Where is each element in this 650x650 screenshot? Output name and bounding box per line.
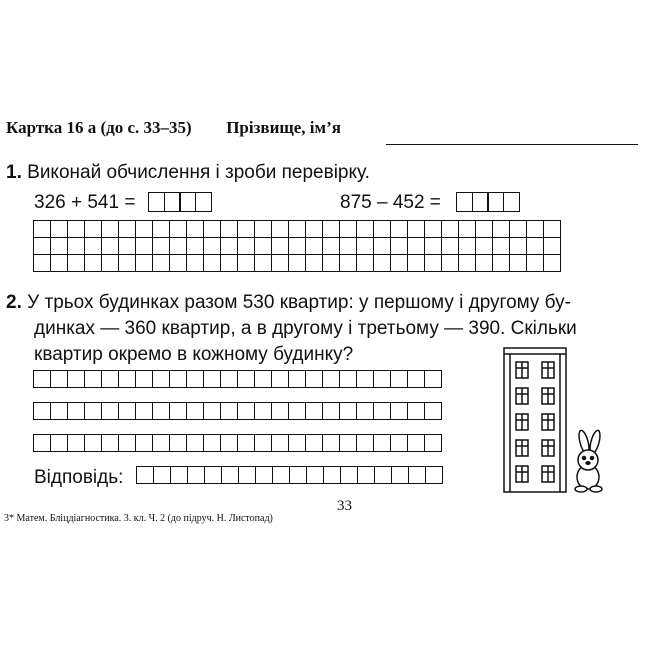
grid-cell[interactable] xyxy=(153,238,170,255)
grid-cell[interactable] xyxy=(425,435,442,452)
grid-cell[interactable] xyxy=(527,221,544,238)
building-icon xyxy=(504,348,566,492)
grid-cell[interactable] xyxy=(442,238,459,255)
answer-cells-1[interactable] xyxy=(148,192,210,212)
grid-cell[interactable] xyxy=(476,221,493,238)
task1-expression-2 xyxy=(340,192,441,214)
task2-text xyxy=(6,290,577,368)
grid-cell[interactable] xyxy=(119,221,136,238)
grid-cell[interactable] xyxy=(408,238,425,255)
grid-cell[interactable] xyxy=(493,255,510,272)
grid-cell[interactable] xyxy=(34,221,51,238)
grid-cell[interactable] xyxy=(136,221,153,238)
grid-cell[interactable] xyxy=(187,221,204,238)
grid-cell[interactable] xyxy=(357,371,374,388)
grid-cell[interactable] xyxy=(119,435,136,452)
grid-cell[interactable] xyxy=(476,238,493,255)
grid-cell[interactable] xyxy=(510,255,527,272)
grid-cell[interactable] xyxy=(102,371,119,388)
grid-cell[interactable] xyxy=(154,467,171,484)
grid-cell[interactable] xyxy=(68,221,85,238)
grid-cell[interactable] xyxy=(392,467,409,484)
grid-cell[interactable] xyxy=(153,221,170,238)
grid-cell[interactable] xyxy=(153,435,170,452)
work-grid-row-3[interactable] xyxy=(33,434,442,452)
grid-cell[interactable] xyxy=(408,221,425,238)
grid-cell[interactable] xyxy=(527,255,544,272)
grid-cell[interactable] xyxy=(544,238,561,255)
grid-cell[interactable] xyxy=(153,371,170,388)
grid-cell[interactable] xyxy=(307,467,324,484)
grid-cell[interactable] xyxy=(238,255,255,272)
grid-cell[interactable] xyxy=(170,255,187,272)
grid-cell[interactable] xyxy=(442,221,459,238)
grid-cell[interactable] xyxy=(170,221,187,238)
grid-cell[interactable] xyxy=(357,435,374,452)
grid-cell[interactable] xyxy=(221,255,238,272)
grid-cell[interactable] xyxy=(425,255,442,272)
grid-cell[interactable] xyxy=(272,403,289,420)
grid-cell[interactable] xyxy=(85,221,102,238)
grid-cell[interactable] xyxy=(51,435,68,452)
grid-cell[interactable] xyxy=(290,467,307,484)
grid-cell[interactable] xyxy=(136,371,153,388)
grid-cell[interactable] xyxy=(306,255,323,272)
grid-cell[interactable] xyxy=(391,238,408,255)
grid-cell[interactable] xyxy=(323,371,340,388)
grid-cell[interactable] xyxy=(85,371,102,388)
grid-cell[interactable] xyxy=(527,238,544,255)
grid-cell[interactable] xyxy=(255,371,272,388)
grid-cell[interactable] xyxy=(222,467,239,484)
grid-cell[interactable] xyxy=(340,435,357,452)
name-label: Прізвище, ім’я xyxy=(226,118,341,137)
grid-cell[interactable] xyxy=(357,238,374,255)
grid-cell[interactable] xyxy=(510,238,527,255)
grid-cell[interactable] xyxy=(204,435,221,452)
grid-cell[interactable] xyxy=(136,238,153,255)
grid-cell[interactable] xyxy=(323,221,340,238)
grid-cell[interactable] xyxy=(459,221,476,238)
grid-cell[interactable] xyxy=(391,371,408,388)
grid-cell[interactable] xyxy=(239,467,256,484)
grid-cell[interactable] xyxy=(408,255,425,272)
grid-cell[interactable] xyxy=(205,467,222,484)
grid-cell[interactable] xyxy=(34,371,51,388)
grid-cell[interactable] xyxy=(272,371,289,388)
grid-cell[interactable] xyxy=(187,255,204,272)
grid-cell[interactable] xyxy=(323,238,340,255)
task1-expression-1 xyxy=(34,192,135,214)
grid-cell[interactable] xyxy=(85,435,102,452)
answer-cell[interactable] xyxy=(195,192,212,212)
grid-cell[interactable] xyxy=(204,255,221,272)
grid-cell[interactable] xyxy=(187,435,204,452)
grid-cell[interactable] xyxy=(289,221,306,238)
grid-cell[interactable] xyxy=(51,221,68,238)
grid-cell[interactable] xyxy=(255,221,272,238)
grid-cell[interactable] xyxy=(255,403,272,420)
expression-1-text: 326 + 541 = xyxy=(34,192,136,213)
work-grid-row-2[interactable] xyxy=(33,402,442,420)
grid-cell[interactable] xyxy=(374,371,391,388)
grid-cell[interactable] xyxy=(51,255,68,272)
grid-cell[interactable] xyxy=(358,467,375,484)
card-title: Картка 16 а (до с. 33–35) xyxy=(6,118,192,137)
grid-cell[interactable] xyxy=(289,403,306,420)
grid-cell[interactable] xyxy=(323,255,340,272)
grid-cell[interactable] xyxy=(324,467,341,484)
grid-cell[interactable] xyxy=(221,371,238,388)
illustration xyxy=(496,342,612,498)
grid-cell[interactable] xyxy=(426,467,443,484)
grid-cell[interactable] xyxy=(357,255,374,272)
grid-cell[interactable] xyxy=(289,435,306,452)
grid-cell[interactable] xyxy=(136,435,153,452)
grid-cell[interactable] xyxy=(272,238,289,255)
answer-cell[interactable] xyxy=(148,192,165,212)
grid-cell[interactable] xyxy=(289,238,306,255)
grid-cell[interactable] xyxy=(34,255,51,272)
grid-cell[interactable] xyxy=(476,255,493,272)
grid-cell[interactable] xyxy=(68,403,85,420)
grid-cell[interactable] xyxy=(408,403,425,420)
work-grid-row-1[interactable] xyxy=(33,370,442,388)
grid-cell[interactable] xyxy=(221,403,238,420)
grid-cell[interactable] xyxy=(391,221,408,238)
grid-cell[interactable] xyxy=(119,403,136,420)
grid-cell[interactable] xyxy=(340,238,357,255)
grid-cell[interactable] xyxy=(136,403,153,420)
grid-cell[interactable] xyxy=(544,255,561,272)
grid-cell[interactable] xyxy=(85,255,102,272)
task2-line-1: У трьох будинках разом 530 квартир: у першому і другому бу- xyxy=(27,292,571,313)
grid-cell[interactable] xyxy=(425,238,442,255)
grid-cell[interactable] xyxy=(204,238,221,255)
rabbit-icon xyxy=(575,429,602,492)
grid-cell[interactable] xyxy=(170,435,187,452)
grid-cell[interactable] xyxy=(119,255,136,272)
grid-cell[interactable] xyxy=(170,403,187,420)
grid-cell[interactable] xyxy=(68,255,85,272)
grid-cell[interactable] xyxy=(306,238,323,255)
grid-cell[interactable] xyxy=(238,238,255,255)
task2-number: 2. xyxy=(6,292,22,313)
grid-cell[interactable] xyxy=(340,371,357,388)
grid-cell[interactable] xyxy=(409,467,426,484)
grid-cell[interactable] xyxy=(391,403,408,420)
grid-cell[interactable] xyxy=(68,238,85,255)
task1-text xyxy=(6,160,370,186)
grid-cell[interactable] xyxy=(255,255,272,272)
grid-cell[interactable] xyxy=(187,371,204,388)
footer-caption: 3* Матем. Бліцдіагностика. 3. кл. Ч. 2 (до підруч. Н. Листопад) xyxy=(4,513,273,524)
answer-cell[interactable] xyxy=(472,192,489,212)
grid-cell[interactable] xyxy=(273,467,290,484)
grid-cell[interactable] xyxy=(187,403,204,420)
grid-cell[interactable] xyxy=(442,255,459,272)
grid-cell[interactable] xyxy=(51,371,68,388)
grid-cell[interactable] xyxy=(153,255,170,272)
grid-cell[interactable] xyxy=(102,221,119,238)
grid-cell[interactable] xyxy=(255,238,272,255)
answer-cell[interactable] xyxy=(487,192,504,212)
grid-cell[interactable] xyxy=(272,221,289,238)
task2-line-2: динках — 360 квартир, а в другому і третьому — 390. Скільки xyxy=(34,318,577,339)
answer-cell[interactable] xyxy=(456,192,473,212)
grid-cell[interactable] xyxy=(408,435,425,452)
answer-cell[interactable] xyxy=(179,192,196,212)
grid-cell[interactable] xyxy=(85,403,102,420)
grid-cell[interactable] xyxy=(102,403,119,420)
grid-cell[interactable] xyxy=(323,403,340,420)
grid-cell[interactable] xyxy=(188,467,205,484)
grid-cell[interactable] xyxy=(221,238,238,255)
grid-cell[interactable] xyxy=(374,255,391,272)
grid-cell[interactable] xyxy=(272,435,289,452)
grid-cell[interactable] xyxy=(374,435,391,452)
work-grid-task1[interactable] xyxy=(33,220,561,272)
grid-cell[interactable] xyxy=(425,221,442,238)
grid-cell[interactable] xyxy=(493,238,510,255)
answer-cells-2[interactable] xyxy=(456,192,518,212)
grid-cell[interactable] xyxy=(306,371,323,388)
grid-cell[interactable] xyxy=(340,255,357,272)
grid-cell[interactable] xyxy=(238,435,255,452)
task1-number: 1. xyxy=(6,162,22,183)
grid-cell[interactable] xyxy=(256,467,273,484)
task2-line-3: квартир окремо в кожному будинку? xyxy=(34,344,354,365)
card-header xyxy=(6,118,341,138)
grid-cell[interactable] xyxy=(102,435,119,452)
grid-cell[interactable] xyxy=(136,255,153,272)
grid-cell[interactable] xyxy=(170,238,187,255)
grid-cell[interactable] xyxy=(391,435,408,452)
grid-cell[interactable] xyxy=(357,403,374,420)
grid-cell[interactable] xyxy=(374,221,391,238)
grid-cell[interactable] xyxy=(459,238,476,255)
grid-cell[interactable] xyxy=(408,371,425,388)
grid-cell[interactable] xyxy=(119,238,136,255)
name-input-line[interactable] xyxy=(386,144,638,145)
grid-cell[interactable] xyxy=(171,467,188,484)
grid-cell[interactable] xyxy=(425,403,442,420)
grid-cell[interactable] xyxy=(306,221,323,238)
grid-cell[interactable] xyxy=(68,371,85,388)
grid-cell[interactable] xyxy=(374,238,391,255)
grid-cell[interactable] xyxy=(51,403,68,420)
grid-cell[interactable] xyxy=(102,255,119,272)
answer-cell[interactable] xyxy=(503,192,520,212)
grid-cell[interactable] xyxy=(34,403,51,420)
expression-2-text: 875 – 452 = xyxy=(340,192,441,213)
grid-cell[interactable] xyxy=(85,238,102,255)
grid-cell[interactable] xyxy=(493,221,510,238)
grid-cell[interactable] xyxy=(323,435,340,452)
grid-cell[interactable] xyxy=(153,403,170,420)
grid-cell[interactable] xyxy=(238,403,255,420)
grid-cell[interactable] xyxy=(34,238,51,255)
grid-cell[interactable] xyxy=(68,435,85,452)
grid-cell[interactable] xyxy=(374,403,391,420)
grid-cell[interactable] xyxy=(221,435,238,452)
grid-cell[interactable] xyxy=(375,467,392,484)
grid-cell[interactable] xyxy=(187,238,204,255)
grid-cell[interactable] xyxy=(272,255,289,272)
grid-cell[interactable] xyxy=(306,403,323,420)
grid-cell[interactable] xyxy=(340,403,357,420)
grid-cell[interactable] xyxy=(289,255,306,272)
grid-cell[interactable] xyxy=(204,371,221,388)
answer-label: Відповідь: xyxy=(34,467,124,488)
grid-cell[interactable] xyxy=(357,221,374,238)
grid-cell[interactable] xyxy=(289,371,306,388)
grid-cell[interactable] xyxy=(459,255,476,272)
grid-cell[interactable] xyxy=(238,221,255,238)
grid-cell[interactable] xyxy=(425,371,442,388)
grid-cell[interactable] xyxy=(341,467,358,484)
grid-cell[interactable] xyxy=(340,221,357,238)
answer-cell[interactable] xyxy=(164,192,181,212)
grid-cell[interactable] xyxy=(170,371,187,388)
answer-grid[interactable] xyxy=(136,466,443,484)
grid-cell[interactable] xyxy=(238,371,255,388)
grid-cell[interactable] xyxy=(204,403,221,420)
grid-cell[interactable] xyxy=(544,221,561,238)
grid-cell[interactable] xyxy=(204,221,221,238)
grid-cell[interactable] xyxy=(391,255,408,272)
grid-cell[interactable] xyxy=(510,221,527,238)
grid-cell[interactable] xyxy=(255,435,272,452)
page-number: 33 xyxy=(337,498,352,514)
grid-cell[interactable] xyxy=(102,238,119,255)
grid-cell[interactable] xyxy=(137,467,154,484)
grid-cell[interactable] xyxy=(51,238,68,255)
grid-cell[interactable] xyxy=(34,435,51,452)
grid-cell[interactable] xyxy=(119,371,136,388)
grid-cell[interactable] xyxy=(306,435,323,452)
task1-instruction: Виконай обчислення і зроби перевірку. xyxy=(27,162,370,183)
grid-cell[interactable] xyxy=(221,221,238,238)
